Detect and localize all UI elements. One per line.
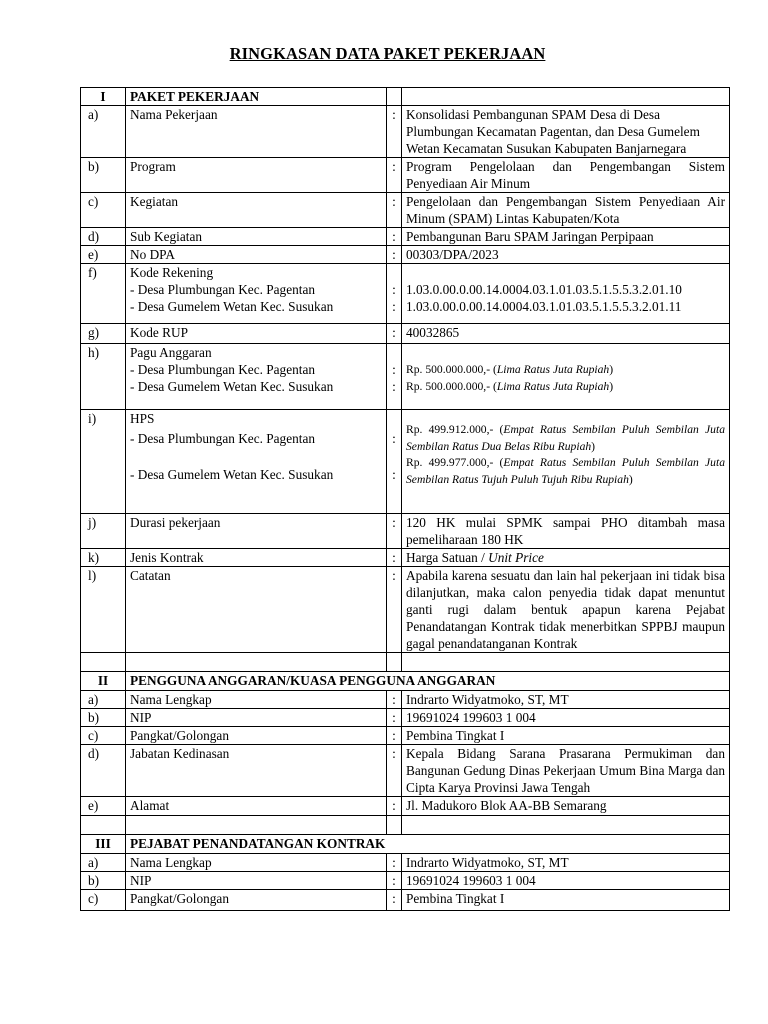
- row-value: 00303/DPA/2023: [402, 246, 730, 264]
- table-row: [81, 890, 730, 911]
- row-value: Rp. 500.000.000,- (Lima Ratus Juta Rupiah): [406, 380, 614, 393]
- row-number: a): [81, 106, 126, 158]
- separator: :: [387, 567, 402, 653]
- row-label: Kode Rekening: [130, 265, 214, 280]
- table-row: [81, 228, 730, 246]
- row-value: 120 HK mulai SPMK sampai PHO ditambah masa pemeliharaan 180 HK: [402, 514, 730, 549]
- row-value: Kepala Bidang Sarana Prasarana Permukiman dan Bangunan Gedung Dinas Pekerjaan Umum Bina Marga dan Cipta Karya Provinsi Jawa Tengah: [402, 745, 730, 797]
- row-value: 19691024 199603 1 004: [402, 709, 730, 727]
- row-number: j): [81, 514, 126, 549]
- section-number: III: [81, 835, 126, 854]
- row-label: No DPA: [126, 246, 387, 264]
- row-number: l): [81, 567, 126, 653]
- table-row: [81, 691, 730, 709]
- table-row: [81, 727, 730, 745]
- row-number: i): [81, 410, 126, 514]
- separator: :: [392, 431, 396, 446]
- row-label: Jenis Kontrak: [126, 549, 387, 567]
- row-value: 19691024 199603 1 004: [402, 872, 730, 890]
- row-label: Kegiatan: [126, 193, 387, 228]
- separator: :: [387, 797, 402, 816]
- separator: :: [387, 158, 402, 193]
- sub-label: - Desa Gumelem Wetan Kec. Susukan: [130, 467, 334, 482]
- row-label: Sub Kegiatan: [126, 228, 387, 246]
- row-value: Konsolidasi Pembangunan SPAM Desa di Desa Plumbungan Kecamatan Pagentan, dan Desa Gumelem Wetan Kecamatan Susukan Kabupaten Banjarnegara: [402, 106, 730, 158]
- sub-label: - Desa Gumelem Wetan Kec. Susukan: [130, 379, 334, 394]
- row-value: Apabila karena sesuatu dan lain hal pekerjaan ini tidak bisa dilanjutkan, maka calon penyedia tidak dapat menuntut ganti rugi dalam bentuk apapun karena Pejabat Penandatangan Kontrak tidak menerbitkan SPPBJ maupun gagal penandatanganan Kontrak: [402, 567, 730, 653]
- row-number: e): [81, 246, 126, 264]
- table-row: [81, 324, 730, 344]
- row-number: g): [81, 324, 126, 344]
- row-value: Indrarto Widyatmoko, ST, MT: [402, 854, 730, 872]
- separator: :: [387, 872, 402, 890]
- row-number: d): [81, 745, 126, 797]
- row-value: Program Pengelolaan dan Pengembangan Sistem Penyediaan Air Minum: [402, 158, 730, 193]
- separator: :: [392, 362, 396, 377]
- row-value: Indrarto Widyatmoko, ST, MT: [402, 691, 730, 709]
- separator: :: [387, 246, 402, 264]
- table-row: [81, 344, 730, 410]
- row-value: Pembangunan Baru SPAM Jaringan Perpipaan: [402, 228, 730, 246]
- row-number: b): [81, 872, 126, 890]
- row-label: Nama Lengkap: [126, 854, 387, 872]
- row-label: Pangkat/Golongan: [126, 727, 387, 745]
- table-row: [81, 854, 730, 872]
- sub-label: - Desa Plumbungan Kec. Pagentan: [130, 431, 316, 446]
- row-number: a): [81, 691, 126, 709]
- separator: :: [387, 745, 402, 797]
- document-title: RINGKASAN DATA PAKET PEKERJAAN: [229, 44, 546, 63]
- row-label: Catatan: [126, 567, 387, 653]
- row-value: Harga Satuan / Unit Price: [402, 549, 730, 567]
- row-number: b): [81, 709, 126, 727]
- row-value: Pembina Tingkat I: [402, 890, 730, 911]
- row-number: d): [81, 228, 126, 246]
- separator: :: [387, 324, 402, 344]
- section-header: [81, 835, 730, 854]
- separator: :: [392, 467, 396, 482]
- table-row: [81, 106, 730, 158]
- row-value: Rp. 499.912.000,- (Empat Ratus Sembilan Puluh Sembilan Juta Sembilan Ratus Dua Belas Ribu Rupiah): [406, 423, 725, 453]
- table-row: [81, 549, 730, 567]
- row-number: f): [81, 264, 126, 324]
- section-title: PAKET PEKERJAAN: [126, 88, 387, 106]
- row-label: Pangkat/Golongan: [126, 890, 387, 911]
- table-row: [81, 745, 730, 797]
- section-title: PEJABAT PENANDATANGAN KONTRAK: [126, 835, 730, 854]
- sub-label: - Desa Gumelem Wetan Kec. Susukan: [130, 299, 334, 314]
- row-value: 1.03.0.00.0.00.14.0004.03.1.01.03.5.1.5.5.3.2.01.11: [406, 299, 682, 314]
- row-label: Pagu Anggaran: [130, 345, 212, 360]
- table-row: [81, 514, 730, 549]
- section-number: I: [81, 88, 126, 106]
- separator: :: [387, 854, 402, 872]
- row-number: k): [81, 549, 126, 567]
- row-label: Durasi pekerjaan: [126, 514, 387, 549]
- row-number: h): [81, 344, 126, 410]
- row-number: e): [81, 797, 126, 816]
- sub-label: - Desa Plumbungan Kec. Pagentan: [130, 362, 316, 377]
- row-value: Rp. 499.977.000,- (Empat Ratus Sembilan Puluh Sembilan Juta Sembilan Ratus Tujuh Puluh Tujuh Ribu Rupiah): [406, 456, 725, 486]
- row-number: c): [81, 890, 126, 911]
- row-label: Alamat: [126, 797, 387, 816]
- table-row: [81, 872, 730, 890]
- table-row: [81, 158, 730, 193]
- separator: :: [392, 379, 396, 394]
- row-value: Pembina Tingkat I: [402, 727, 730, 745]
- separator: :: [387, 193, 402, 228]
- row-label: Nama Lengkap: [126, 691, 387, 709]
- row-value: 40032865: [402, 324, 730, 344]
- row-label: Kode RUP: [126, 324, 387, 344]
- table-row: [81, 264, 730, 324]
- section-title: PENGGUNA ANGGARAN/KUASA PENGGUNA ANGGARAN: [126, 672, 730, 691]
- row-label: NIP: [126, 872, 387, 890]
- section-header: [81, 88, 730, 106]
- separator: :: [387, 709, 402, 727]
- separator: :: [387, 727, 402, 745]
- row-value: 1.03.0.00.0.00.14.0004.03.1.01.03.5.1.5.5.3.2.01.10: [406, 282, 682, 297]
- separator: :: [392, 282, 396, 297]
- section-header: [81, 672, 730, 691]
- row-number: c): [81, 727, 126, 745]
- row-value: Rp. 500.000.000,- (Lima Ratus Juta Rupiah): [406, 363, 614, 376]
- row-label: HPS: [130, 411, 155, 426]
- section-number: II: [81, 672, 126, 691]
- row-label: Nama Pekerjaan: [126, 106, 387, 158]
- separator: :: [387, 691, 402, 709]
- table-row: [81, 709, 730, 727]
- spacer-row: [81, 816, 730, 835]
- row-value: Pengelolaan dan Pengembangan Sistem Penyediaan Air Minum (SPAM) Lintas Kabupaten/Kota: [402, 193, 730, 228]
- separator: :: [392, 299, 396, 314]
- row-value: Jl. Madukoro Blok AA-BB Semarang: [402, 797, 730, 816]
- table-row: [81, 246, 730, 264]
- spacer-row: [81, 653, 730, 672]
- table-row: [81, 567, 730, 653]
- row-number: b): [81, 158, 126, 193]
- table-row: [81, 193, 730, 228]
- separator: :: [387, 549, 402, 567]
- table-row: [81, 410, 730, 514]
- row-number: a): [81, 854, 126, 872]
- separator: :: [387, 228, 402, 246]
- table-row: [81, 797, 730, 816]
- sub-label: - Desa Plumbungan Kec. Pagentan: [130, 282, 316, 297]
- separator: :: [387, 106, 402, 158]
- row-label: NIP: [126, 709, 387, 727]
- row-number: c): [81, 193, 126, 228]
- summary-table: [80, 87, 730, 911]
- row-label: Program: [126, 158, 387, 193]
- row-label: Jabatan Kedinasan: [126, 745, 387, 797]
- separator: :: [387, 514, 402, 549]
- separator: :: [387, 890, 402, 911]
